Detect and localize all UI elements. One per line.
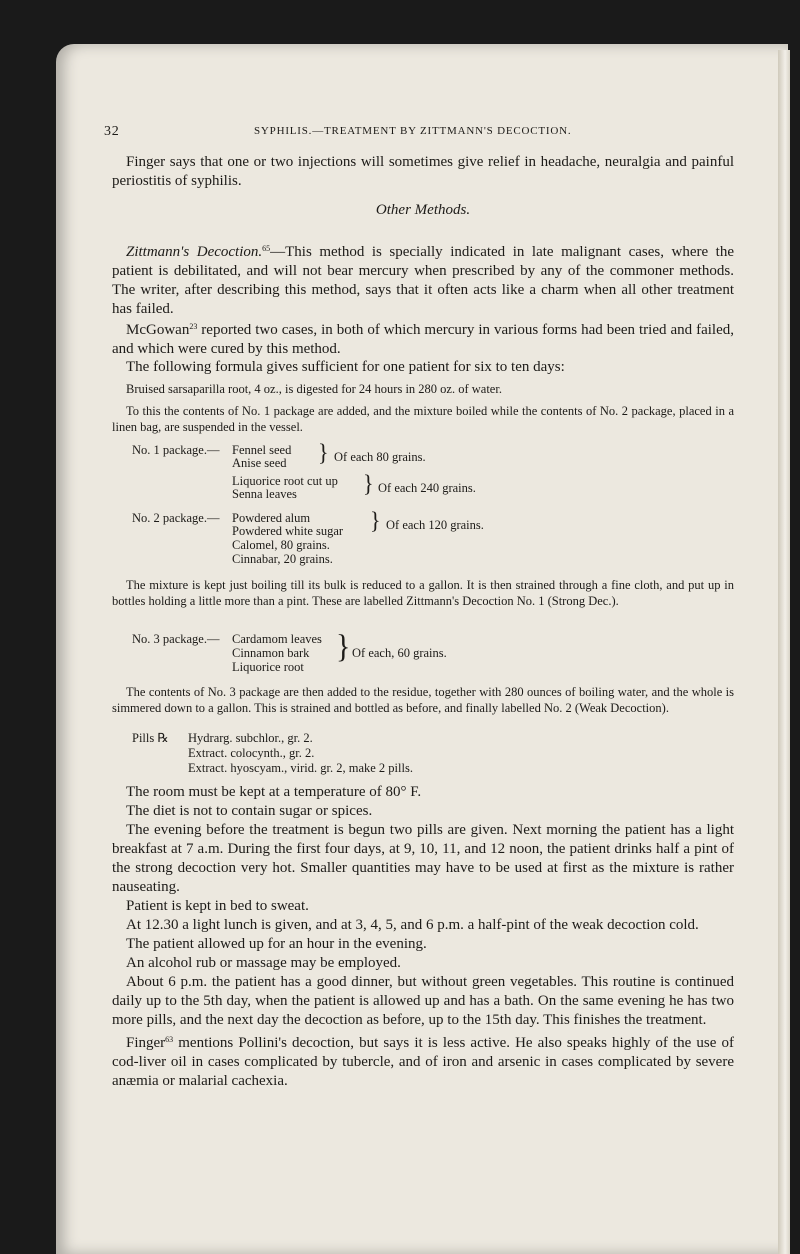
ref-23: 23 xyxy=(189,322,198,331)
mixture-note: The mixture is kept just boiling till its bulk is reduced to a gallon. It is then strained through a fine cloth, and put up in bottles holding a little more than a pint. These are labelled Zittmann's Decoction No. 1 (Strong Dec.). xyxy=(112,578,734,608)
zittmann-title: Zittmann's Decoction. xyxy=(126,244,263,260)
paragraph: The patient allowed up for an hour in the evening. xyxy=(126,936,427,952)
paragraph: The evening before the treatment is begun two pills are given. Next morning the patient has a light breakfast at 7 a.m. During the first four days, at 9, 10, 11, and 12 noon, the patient drinks half a pint of the strong decoction very hot. Smaller quantities may have to be used at first as the mixture is rather nauseating. xyxy=(112,822,734,895)
zittmann-paragraph xyxy=(112,239,734,319)
running-head xyxy=(104,124,734,144)
body-paragraphs xyxy=(112,783,734,1091)
ref-63: 63 xyxy=(165,1035,174,1044)
bruised-line: Bruised sarsaparilla root, 4 oz., is digested for 24 hours in 280 oz. of water. xyxy=(126,382,502,396)
page-edge xyxy=(778,50,790,1254)
paragraph: At 12.30 a light lunch is given, and at 3, 4, 5, and 6 p.m. a half-pint of the weak decoction cold. xyxy=(126,917,699,933)
running-title: SYPHILIS.—TREATMENT BY ZITTMANN'S DECOCTION. xyxy=(254,125,572,137)
paragraph: The diet is not to contain sugar or spices. xyxy=(126,803,373,819)
brace: } xyxy=(336,628,351,665)
paragraph: About 6 p.m. the patient has a good dinner, but without green vegetables. This routine is continued daily up to the 5th day, when the patient is allowed up and has a bath. On the same evening he has two more pills, and the next day the decoction as before, up to the 15th day. This finishes the treatment. xyxy=(112,974,734,1028)
zittmann-text: —This method is specially indicated in late malignant cases, where the patient is debilitated, and will not bear mercury when prescribed by any of the commoner methods. The writer, after describing this method, says that it often acts like a charm when all other treatment has failed. xyxy=(112,244,734,317)
ref-65: 65 xyxy=(262,244,271,253)
formula-intro: The following formula gives sufficient for one patient for six to ten days: xyxy=(126,359,565,375)
mcgowan-paragraph: McGowan$^{23}$ reported two cases, in both of which mercury in various forms had been tried and failed, and which were cured by this method. xyxy=(112,322,734,357)
paragraph: An alcohol rub or massage may be employed. xyxy=(126,955,401,971)
contents-note: To this the contents of No. 1 package are added, and the mixture boiled while the contents of No. 2 package, placed in a linen bag, are suspended in the vessel. xyxy=(112,404,734,434)
page-number: 32 xyxy=(104,124,120,139)
intro-paragraph: Finger says that one or two injections will sometimes give relief in headache, neuralgia and painful periostitis of syphilis. xyxy=(112,154,734,189)
section-heading: Other Methods. xyxy=(375,202,471,218)
paragraph: Patient is kept in bed to sweat. xyxy=(126,898,309,914)
finger-paragraph: Finger$^{63}$ mentions Pollini's decoction, but says it is less active. He also speaks highly of the use of cod-liver oil in cases complicated by tubercle, and of iron and arsenic in cases complicated by severe anæmia or malarial cachexia. xyxy=(112,1035,734,1089)
package-3-note: The contents of No. 3 package are then added to the residue, together with 280 ounces of boiling water, and the whole is simmered down to a gallon. This is strained and bottled as before, and finally labelled No. 2 (Weak Decoction). xyxy=(112,685,734,715)
brace: } xyxy=(318,438,329,467)
brace: } xyxy=(370,506,381,535)
paragraph: The room must be kept at a temperature of 80° F. xyxy=(126,784,422,800)
brace: } xyxy=(363,469,374,498)
